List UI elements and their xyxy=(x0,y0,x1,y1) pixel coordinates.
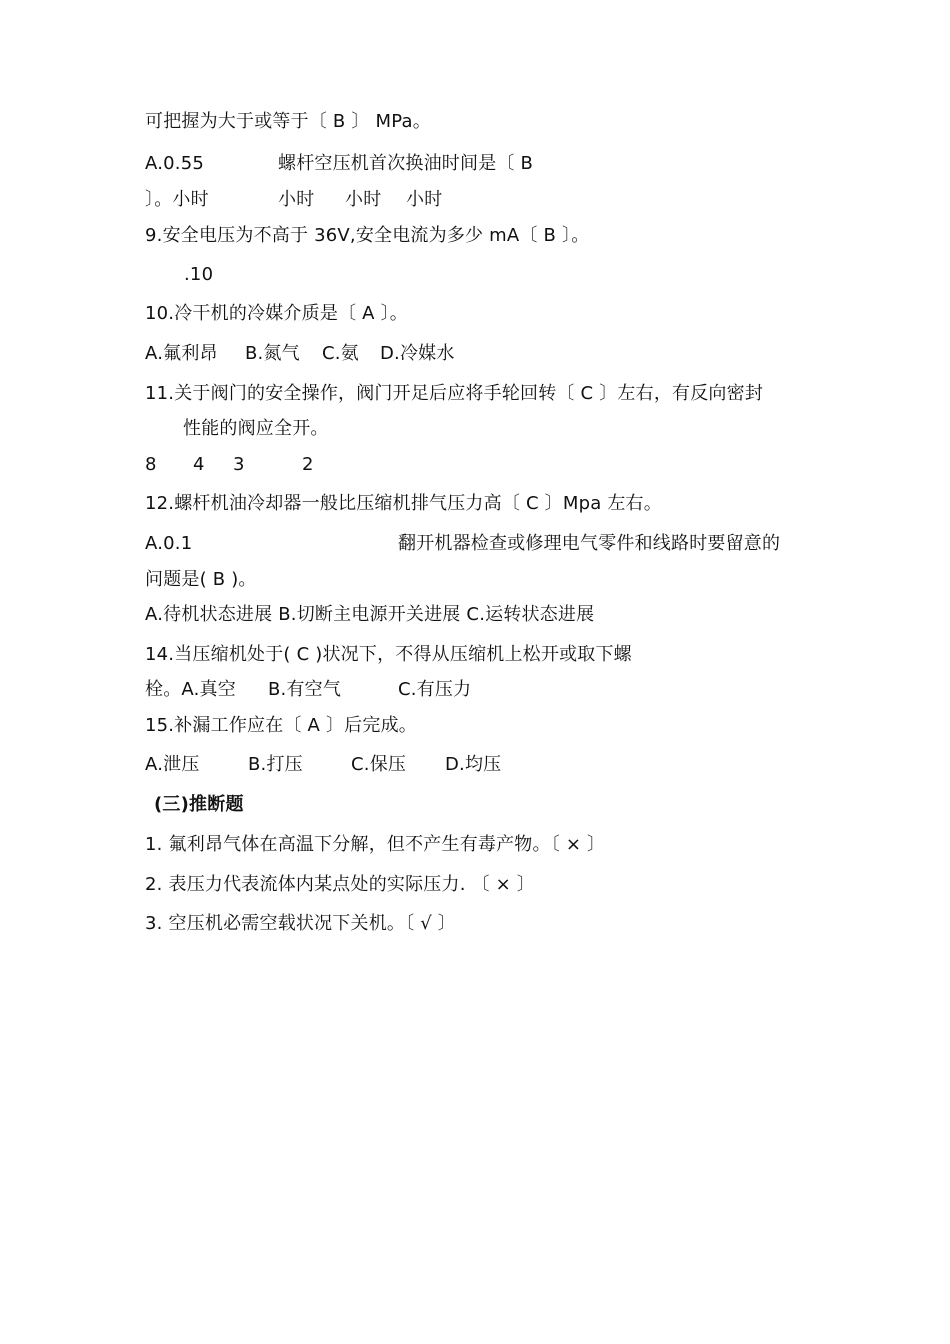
text-line: A.0.1 xyxy=(145,533,193,554)
text-line: 问题是( B )。 xyxy=(145,569,257,590)
text-line: C.保压 xyxy=(351,754,407,775)
text-line: A.泄压 xyxy=(145,754,200,775)
text-line: D.均压 xyxy=(445,754,502,775)
text-line: A.氟利昂 xyxy=(145,343,218,364)
text-line: 14.当压缩机处于( C )状况下，不得从压缩机上松开或取下螺 xyxy=(145,644,632,665)
text-line: 栓。A.真空 xyxy=(145,679,236,700)
text-line: 翻开机器检查或修理电气零件和线路时要留意的 xyxy=(398,533,781,554)
list-item: 3. 空压机必需空载状况下关机。〔 √ 〕 xyxy=(145,913,457,934)
text-line: C.有压力 xyxy=(398,679,472,700)
text-line: 性能的阀应全开。 xyxy=(183,418,329,439)
text-line: 12.螺杆机油冷却器一般比压缩机排气压力高〔 C 〕Mpa 左右。 xyxy=(145,493,662,514)
text-line: 2 xyxy=(302,454,314,475)
text-line: D.冷媒水 xyxy=(380,343,455,364)
text-line: 小时 xyxy=(406,189,443,210)
text-line: A.0.55 xyxy=(145,153,204,174)
text-line: B.有空气 xyxy=(268,679,342,700)
list-item: 2. 表压力代表流体内某点处的实际压力. 〔 × 〕 xyxy=(145,874,536,895)
section-heading: (三)推断题 xyxy=(154,794,244,815)
list-item: 1. 氟利昂气体在高温下分解，但不产生有毒产物。〔 × 〕 xyxy=(145,834,606,855)
text-line: 4 xyxy=(193,454,205,475)
text-line: 3 xyxy=(233,454,245,475)
text-line: A.待机状态进展 B.切断主电源开关进展 C.运转状态进展 xyxy=(145,604,595,625)
text-line: 11.关于阀门的安全操作，阀门开足后应将手轮回转〔 C 〕左右，有反向密封 xyxy=(145,383,764,404)
text-line: B.打压 xyxy=(248,754,303,775)
text-line: 8 xyxy=(145,454,157,475)
text-line: 〕。小时 xyxy=(145,189,209,210)
text-line: 小时 xyxy=(345,189,382,210)
text-line: 15.补漏工作应在〔 A 〕后完成。 xyxy=(145,715,417,736)
text-line: 螺杆空压机首次换油时间是〔 B xyxy=(278,153,534,174)
text-line: C.氨 xyxy=(322,343,359,364)
text-line: 可把握为大于或等于〔 B 〕 MPa。 xyxy=(145,111,431,132)
text-line: .10 xyxy=(184,264,214,285)
text-line: B.氮气 xyxy=(245,343,300,364)
text-line: 10.冷干机的冷媒介质是〔 A 〕。 xyxy=(145,303,408,324)
text-line: 9.安全电压为不高于 36V,安全电流为多少 mA〔 B 〕。 xyxy=(145,225,590,246)
text-line: 小时 xyxy=(278,189,315,210)
